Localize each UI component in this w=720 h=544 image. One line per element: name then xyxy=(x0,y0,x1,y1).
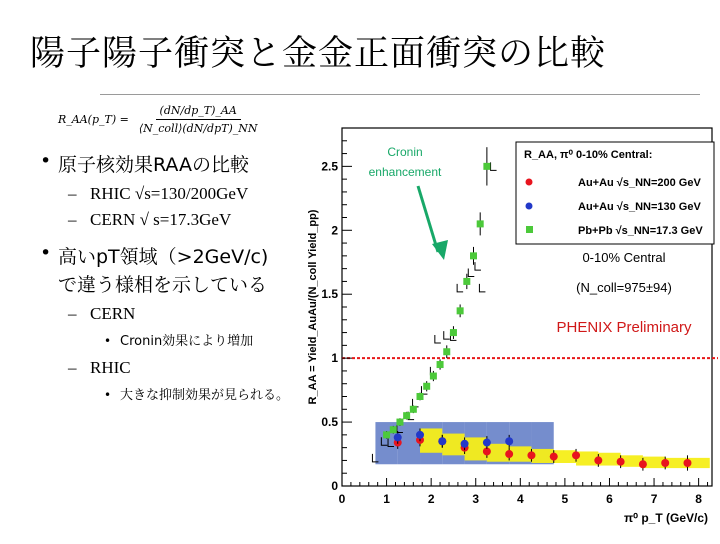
x-tick-label: 6 xyxy=(606,492,613,506)
data-point-pbpb-17gev xyxy=(463,278,470,285)
data-point-auau-200gev xyxy=(572,451,580,459)
data-point-pbpb-17gev xyxy=(437,361,444,368)
ncoll-annotation: (N_coll=975±94) xyxy=(576,280,672,295)
systematic-bracket xyxy=(468,268,474,276)
systematic-bracket xyxy=(475,262,481,270)
bullet-raa-comparison: • 原子核効果RAAの比較 xyxy=(58,150,249,177)
data-point-auau-200gev xyxy=(505,450,513,458)
data-point-auau-130gev xyxy=(483,439,491,447)
systematic-bracket xyxy=(491,162,497,170)
y-axis-label: R_AA = Yield_AuAu/(N_coll Yield_pp) xyxy=(307,209,319,405)
bullet-high-pt-cont: で違う様相を示している xyxy=(58,274,268,296)
data-point-pbpb-17gev xyxy=(396,419,403,426)
data-point-pbpb-17gev xyxy=(443,348,450,355)
systematic-bracket xyxy=(479,284,485,292)
formula-denominator: ⟨N_coll⟩(dN/dpT)_NN xyxy=(138,122,258,135)
sub-bullet-rhic-energy: – RHIC √s=130/200GeV xyxy=(90,184,248,204)
legend-entry-label: Pb+Pb √s_NN=17.3 GeV xyxy=(578,225,703,237)
data-point-auau-130gev xyxy=(416,431,424,439)
y-tick-label: 0 xyxy=(331,479,338,493)
data-point-auau-130gev xyxy=(394,433,402,441)
phenix-preliminary-label: PHENIX Preliminary xyxy=(556,319,692,336)
note-cronin-increase: • Cronin効果により増加 xyxy=(120,332,296,351)
legend-entry-label: Au+Au √s_NN=130 GeV xyxy=(578,201,701,213)
note-suppression: • 大きな抑制効果が見られる。 xyxy=(120,386,300,405)
x-axis-label: π⁰ p_T (GeV/c) xyxy=(623,511,708,525)
title-divider xyxy=(100,94,700,95)
legend-header: R_AA, π⁰ 0-10% Central: xyxy=(524,149,653,161)
data-point-pbpb-17gev xyxy=(483,163,490,170)
cronin-annotation-line1: Cronin xyxy=(387,145,423,159)
data-point-pbpb-17gev xyxy=(423,383,430,390)
data-point-pbpb-17gev xyxy=(403,412,410,419)
data-point-pbpb-17gev xyxy=(430,373,437,380)
data-point-pbpb-17gev xyxy=(457,307,464,314)
x-tick-label: 7 xyxy=(650,492,658,506)
data-point-auau-130gev xyxy=(461,440,469,448)
y-tick-label: 2.5 xyxy=(321,159,338,174)
legend-marker-auau-200 xyxy=(526,179,533,186)
x-tick-label: 2 xyxy=(427,492,435,506)
data-point-pbpb-17gev xyxy=(417,393,424,400)
legend-entry-label: Au+Au √s_NN=200 GeV xyxy=(578,177,701,189)
data-point-auau-200gev xyxy=(550,453,558,461)
slide-title: 陽子陽子衝突と金金正面衝突の比較 xyxy=(30,34,607,74)
formula-fraction xyxy=(135,104,262,135)
formula-numerator: (dN/dp_T)_AA xyxy=(156,104,241,120)
x-tick-label: 5 xyxy=(561,492,569,506)
raa-chart-svg xyxy=(300,120,720,540)
data-point-auau-200gev xyxy=(683,459,691,467)
y-tick-label: 1.5 xyxy=(321,287,338,302)
centrality-annotation: 0-10% Central xyxy=(582,250,666,265)
sub-bullet-rhic: – RHIC xyxy=(90,358,131,378)
systematic-bracket xyxy=(457,284,463,292)
data-point-pbpb-17gev xyxy=(477,220,484,227)
data-point-auau-130gev xyxy=(505,437,513,445)
data-point-pbpb-17gev xyxy=(390,426,397,433)
data-point-auau-130gev xyxy=(438,437,446,445)
data-point-auau-200gev xyxy=(639,460,647,468)
sub-bullet-cern: – CERN xyxy=(90,304,135,324)
data-point-pbpb-17gev xyxy=(383,431,390,438)
systematic-bracket xyxy=(435,335,441,343)
data-point-pbpb-17gev xyxy=(410,406,417,413)
systematic-bracket xyxy=(444,331,450,339)
data-point-auau-200gev xyxy=(527,451,535,459)
legend-marker-pbpb xyxy=(526,226,533,233)
raa-chart xyxy=(300,120,720,540)
formula-lhs: R_AA(p_T) = xyxy=(58,113,129,126)
x-tick-label: 3 xyxy=(472,492,480,506)
y-tick-label: 1 xyxy=(331,351,338,366)
x-tick-label: 0 xyxy=(338,492,346,506)
x-tick-label: 8 xyxy=(695,492,702,506)
raa-formula xyxy=(58,104,262,135)
cronin-annotation-line2: enhancement xyxy=(368,165,442,179)
data-point-pbpb-17gev xyxy=(470,252,477,259)
cronin-arrow-shaft xyxy=(418,186,438,252)
data-point-auau-200gev xyxy=(661,459,669,467)
data-point-auau-200gev xyxy=(617,458,625,466)
sub-bullet-cern-energy: – CERN √ s=17.3GeV xyxy=(90,210,231,230)
x-tick-label: 1 xyxy=(383,492,390,506)
x-tick-label: 4 xyxy=(516,492,524,506)
data-point-pbpb-17gev xyxy=(450,329,457,336)
y-tick-label: 0.5 xyxy=(321,415,338,430)
bullet-high-pt: • 高いpT領域（>2GeV/c) xyxy=(58,242,268,269)
data-point-auau-200gev xyxy=(594,456,602,464)
legend-marker-auau-130 xyxy=(526,203,533,210)
y-tick-label: 2 xyxy=(331,223,338,238)
